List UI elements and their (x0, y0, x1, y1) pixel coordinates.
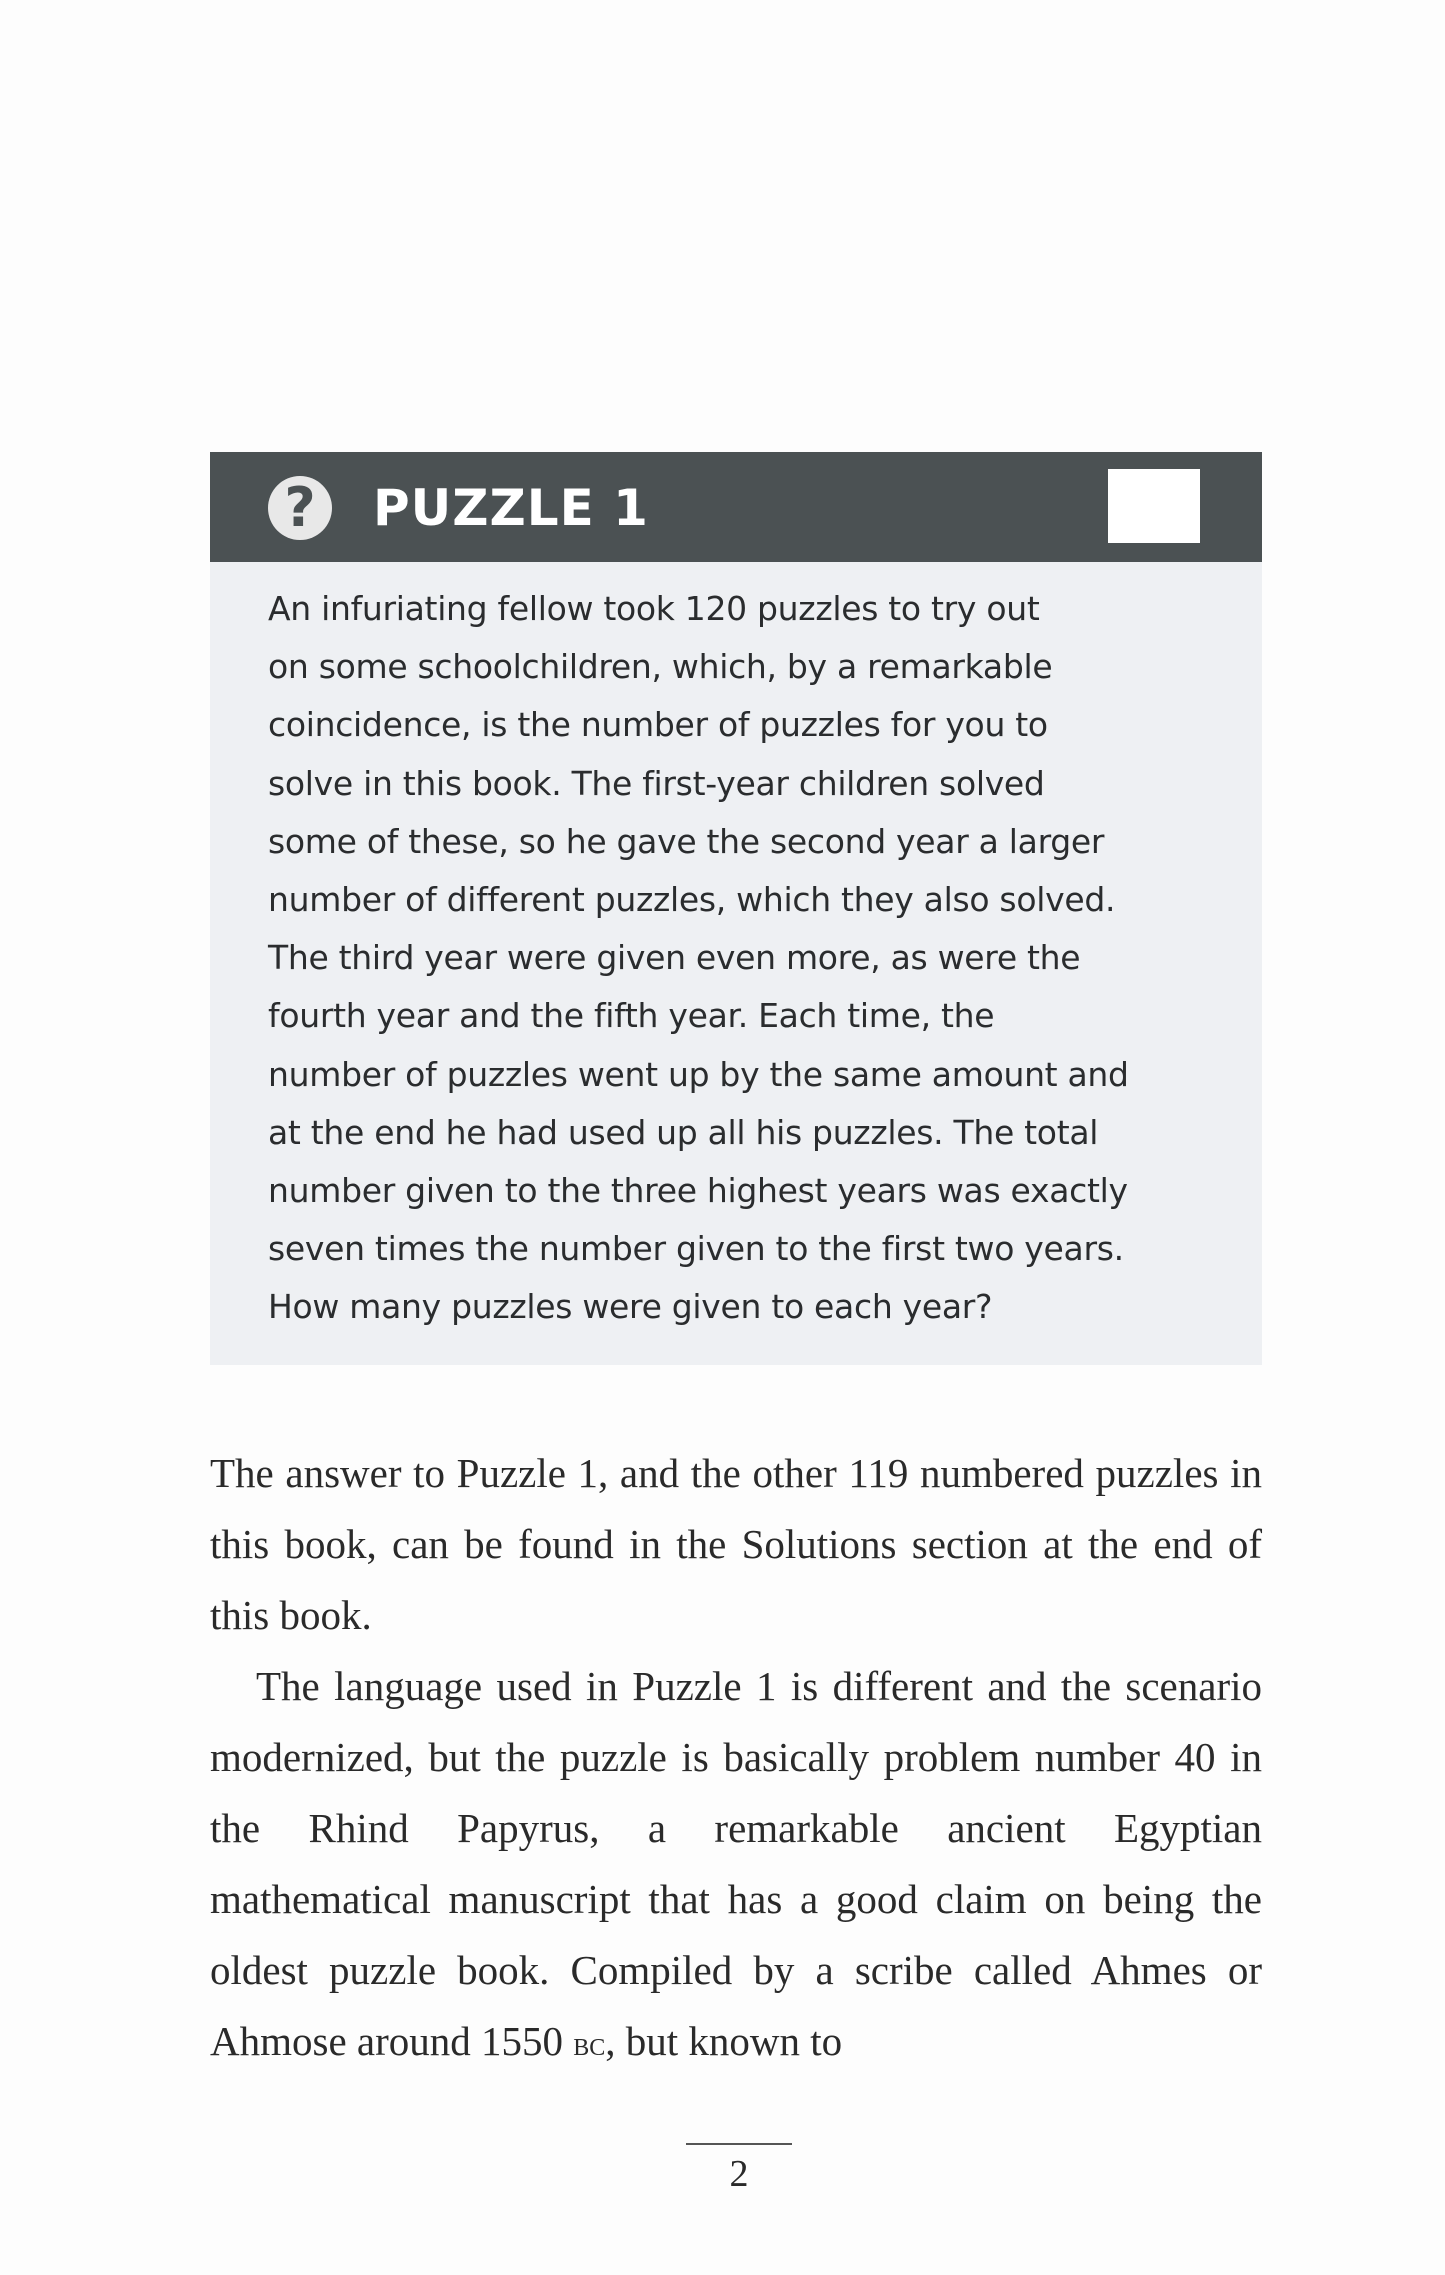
page-number: 2 (729, 2153, 749, 2195)
puzzle-box (210, 452, 1262, 1365)
answer-checkbox[interactable] (1108, 469, 1200, 543)
puzzle-line: coincidence, is the number of puzzles for you to (268, 705, 1048, 745)
paragraph-1: The answer to Puzzle 1, and the other 119 numbered puzzles in this book, can be found in the Solutions section at the end of this book. (210, 1450, 1262, 1638)
puzzle-line: An infuriating fellow took 120 puzzles to try out (268, 589, 1040, 628)
body-text (210, 1438, 1262, 2080)
puzzle-line: The third year were given even more, as were the (268, 938, 1081, 978)
puzzle-line: number of puzzles went up by the same amount and (268, 1054, 1129, 1094)
paragraph-2-tail: , but known to (605, 2018, 843, 2064)
puzzle-line: some of these, so he gave the second year a larger (268, 821, 1105, 861)
paragraph-2 (210, 1651, 1262, 2080)
puzzle-title: PUZZLE 1 (373, 479, 649, 537)
puzzle-text (268, 580, 1129, 1337)
puzzle-header (210, 452, 1262, 562)
puzzle-line: number given to the three highest years was exactly (268, 1171, 1128, 1211)
question-mark-icon: ? (268, 476, 332, 540)
puzzle-line: at the end he had used up all his puzzles. The total (268, 1112, 1099, 1152)
puzzle-line: fourth year and the fifth year. Each time, the (268, 996, 995, 1036)
puzzle-line: on some schoolchildren, which, by a remarkable (268, 647, 1053, 687)
puzzle-line: number of different puzzles, which they also solved. (268, 880, 1116, 920)
puzzle-line: How many puzzles were given to each year? (268, 1287, 993, 1327)
era-abbreviation: bc (573, 2026, 606, 2063)
footer-rule (686, 2143, 792, 2145)
puzzle-line: solve in this book. The first-year children solved (268, 763, 1045, 803)
puzzle-line: seven times the number given to the first two years. (268, 1229, 1124, 1269)
paragraph-2-text: The language used in Puzzle 1 is different and the scenario modernized, but the puzzle is basically problem number 40 in the Rhind Papyrus, a remarkable ancient Egyptian mathematical manuscript that has a good claim on being the oldest puzzle book. Compiled by a scribe called Ahmes or Ahmose around 1550 (210, 1663, 1262, 2064)
